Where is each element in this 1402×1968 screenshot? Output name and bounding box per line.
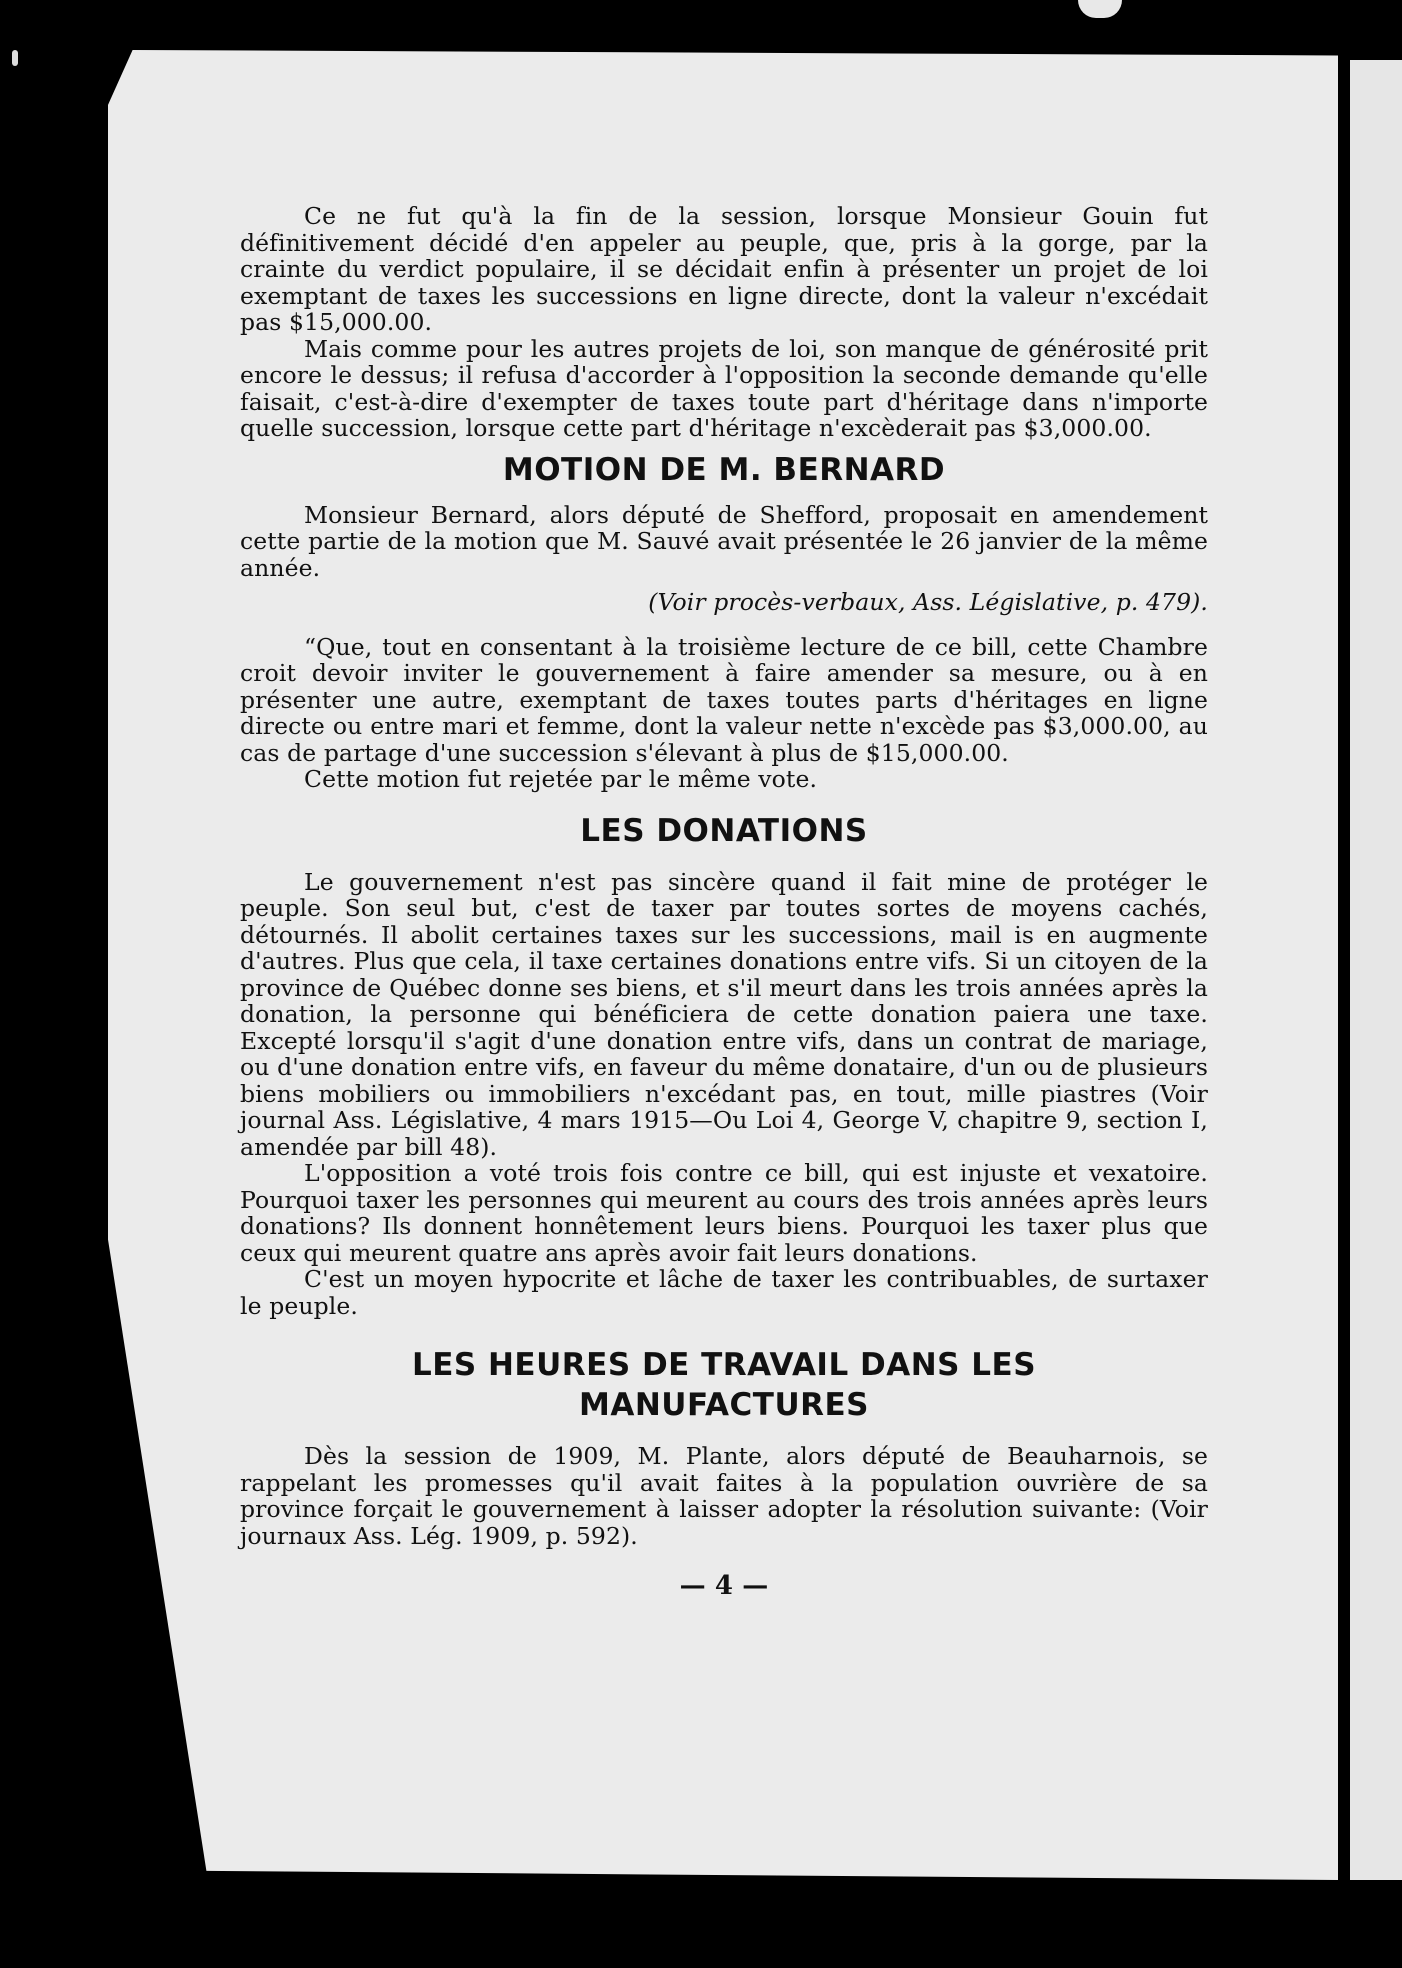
page-number: — 4 — [679, 1571, 769, 1601]
quoted-motion: “Que, tout en consentant à la troisième lecture de ce bill, cette Chambre croit devoir inviter le gouvernement à faire amender sa mesure, ou à en présenter une autre, exemptant de taxes toutes parts d'héritages en ligne directe ou entre mari et femme, dont la valeur nette n'excède pas $3,000.00, au cas de partage d'une succession s'élevant à plus de $15,000.00. [240, 632, 1208, 767]
heading-line: MANUFACTURES [578, 1387, 869, 1423]
section-heading: LES DONATIONS [580, 812, 868, 849]
paragraph: Monsieur Bernard, alors député de Shefford, proposait en amendement cette partie de la motion que M. Sauvé avait présentée le 26 janvier de la même année. [240, 500, 1208, 582]
paragraph: Mais comme pour les autres projets de loi, son manque de générosité prit encore le dessus; il refusa d'accorder à l'opposition la seconde demande qu'elle faisait, c'est-à-dire d'exempter de taxes toute part d'héritage dans n'importe quelle succession, lorsque cette part d'héritage n'excèderait pas $3,000.00. [240, 334, 1208, 442]
paragraph: L'opposition a voté trois fois contre ce bill, qui est injuste et vexatoire. Pourquoi taxer les personnes qui meurent au cours des trois années après leurs donations? Ils donnent honnêtement leurs biens. Pourquoi les taxer plus que ceux qui meurent quatre ans après avoir fait leurs donations. [240, 1159, 1208, 1267]
scan-edge-mark [12, 50, 18, 66]
paragraph: Cette motion fut rejetée par le même vote. [304, 765, 818, 793]
paragraph: Dès la session de 1909, M. Plante, alors député de Beauharnois, se rappelant les promesses qu'il avait faites à la population ouvrière de sa province forçait le gouvernement à laisser adopter la résolution suivante: (Voir journaux Ass. Lég. 1909, p. 592). [240, 1442, 1208, 1550]
paragraph: C'est un moyen hypocrite et lâche de taxer les contribuables, de surtaxer le peuple. [240, 1265, 1208, 1320]
section-heading [240, 1345, 1208, 1425]
paragraph: Le gouvernement n'est pas sincère quand il fait mine de protéger le peuple. Son seul but, c'est de taxer par toutes sortes de moyens cachés, détournés. Il abolit certaines taxes sur les successions, mail is en augmente d'autres. Plus que cela, il taxe certaines donations entre vifs. Si un citoyen de la province de Québec donne ses biens, et s'il meurt dans les trois années après la donation, la personne qui bénéficiera de cette donation paiera une taxe. Excepté lorsqu'il s'agit d'une donation entre vifs, dans un contrat de mariage, ou d'une donation entre vifs, en faveur du même donataire, d'un ou de plusieurs biens mobiliers ou immobiliers n'excédant pas, en tout, mille piastres (Voir journal Ass. Législative, 4 mars 1915—Ou Loi 4, George V, chapitre 9, section I, amendée par bill 48). [240, 867, 1208, 1161]
reference-citation: (Voir procès-verbaux, Ass. Législative, p. 479). [648, 588, 1208, 616]
paragraph: Ce ne fut qu'à la fin de la session, lorsque Monsieur Gouin fut définitivement décidé d'en appeler au peuple, que, pris à la gorge, par la crainte du verdict populaire, il se décidait enfin à présenter un projet de loi exemptant de taxes les successions en ligne directe, dont la valeur n'excédait pas $15,000.00. [240, 202, 1208, 336]
section-heading: MOTION DE M. BERNARD [502, 451, 946, 488]
heading-line: LES HEURES DE TRAVAIL DANS LES [411, 1347, 1037, 1383]
scan-artifact [1078, 0, 1122, 18]
adjacent-page-edge [1350, 60, 1402, 1880]
document-body [240, 203, 1208, 1600]
